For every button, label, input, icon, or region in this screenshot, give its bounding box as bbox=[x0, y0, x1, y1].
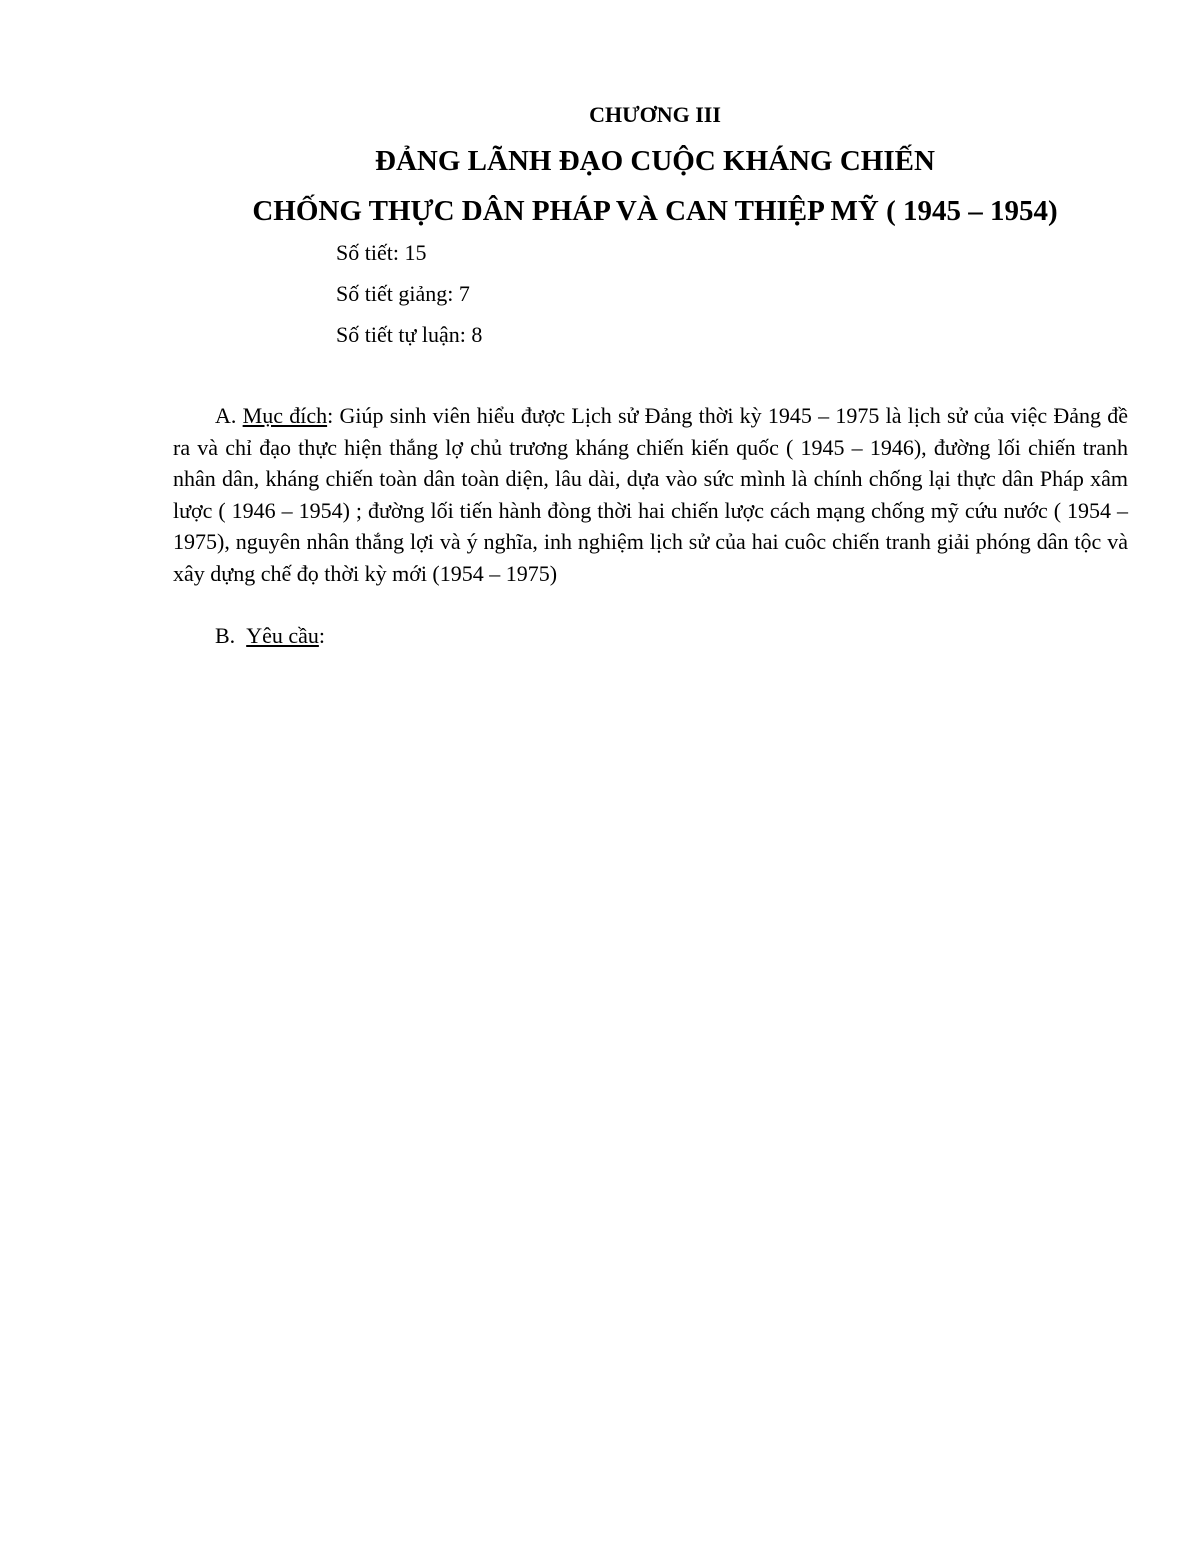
total-periods: Số tiết: 15 bbox=[336, 240, 427, 265]
section-a-letter: A. bbox=[215, 403, 237, 428]
section-b-heading: Yêu cầu bbox=[246, 623, 319, 648]
chapter-title-line-2: CHỐNG THỰC DÂN PHÁP VÀ CAN THIỆP MỸ ( 1945 – 1954) bbox=[252, 195, 1058, 227]
section-b-paragraph bbox=[215, 620, 325, 652]
section-a-paragraph bbox=[173, 400, 1128, 589]
section-a-heading: Mục đích bbox=[242, 403, 328, 428]
chapter-label: CHƯƠNG III bbox=[589, 102, 721, 127]
section-b-letter: B. bbox=[215, 623, 236, 648]
section-a-body: Giúp sinh viên hiểu được Lịch sử Đảng thời kỳ 1945 – 1975 là lịch sử của việc Đảng đề ra và chỉ đạo thực hiện thắng lợ chủ trương kháng chiến kiến quốc ( 1945 – 1946), đường lối chiến tranh nhân dân, kháng chiến toàn dân toàn diện, lâu dài, dựa vào sức mình là chính chống lại thực dân Pháp xâm lược ( 1946 – 1954) ; đường lối tiến hành đòng thời hai chiến lược cách mạng chống mỹ cứu nước ( 1954 – 1975), nguyên nhân thắng lợi và ý nghĩa, inh nghiệm lịch sử của hai cuôc chiến tranh giải phóng dân tộc và xây dựng chế đọ thời kỳ mới (1954 – 1975) bbox=[173, 403, 1129, 586]
lecture-periods: Số tiết giảng: 7 bbox=[336, 281, 470, 306]
discussion-periods: Số tiết tự luận: 8 bbox=[336, 322, 483, 347]
chapter-title-line-1: ĐẢNG LÃNH ĐẠO CUỘC KHÁNG CHIẾN bbox=[375, 145, 935, 177]
section-a-colon: : bbox=[327, 403, 334, 428]
section-b-colon: : bbox=[318, 623, 325, 648]
